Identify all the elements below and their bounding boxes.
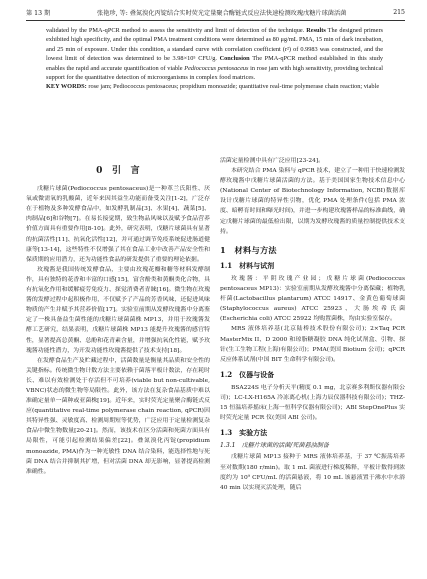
running-title: 张艳珍, 等: 叠氮溴化丙锭结合实时荧光定量聚合酶链式反应法快速检测玫瑰戊糖片球菌活菌 (97, 9, 347, 17)
paragraph: 本研究结合 PMA 染料与 qPCR 技术，建立了一种用于快速检测发酵玫瑰酱中戊糖片球菌活菌的方法。基于美国国家生物技术信息中心(National Center of Biotechnology Information, NCBI)数据库设计戊糖片球菌的特异性引物，优化 PMA 处理条件(包括 PMA 浓度、暗孵育时间和曝光时间)，并进一步构建玫瑰酱样品的标准曲线，确定戊糖片球菌的最低检出限，以期为发酵玫瑰酱的质量控制提供技术支持。 (220, 168, 405, 235)
section-heading-materials-methods: 1 材料与方法 (220, 244, 277, 255)
page-number: 215 (393, 8, 405, 16)
keywords: rose jam; Pediococcus pentosaceus; propidium monoazide; quantitative real-time polymerase chain reaction; viable (88, 83, 380, 91)
english-abstract (46, 26, 383, 92)
paragraph: 玫瑰酱：平阴玫瑰产业园；戊糖片球菌(Pediococcus pentosaceus MP13)：实验室前期从发酵玫瑰酱中分离保藏；植物乳杆菌(Lactobacillus plantarum) ATCC 14917、金黄色葡萄球菌(Staphylococcus aureus) ATCC 25923、大肠埃希氏菌(Escherichia coli) ATCC 25922 均购置菌株，均由实验室保存。 (220, 275, 405, 323)
paragraph: MRS 液体培养基(北京陆桥技术股份有限公司)；2×Taq PCR MasterMix II、D 2000 和琼脂糖凝胶 DNA 纯化试剂盒、引物、探针(生工生物工程(上海)有限公司)；PMA(美国 Biotium 公司)；qPCR 反应体系试剂(中国 BIT 生命科学有限公司)。 (220, 326, 405, 363)
subsubsection-heading: 1.3.1 戊糖片球菌的活菌/死菌悬浊制备 (220, 442, 329, 450)
paragraph: 玫瑰酱是我国传统发酵食品，主要由玫瑰花瓣和糖等材料发酵制作，具有独特的花香和丰富的口感[15]，富含酚类和黄酮类化合物，具有抗氧化作用和缓解疲劳免疫力、探觉消费者青睐[16]。微生物在玫瑰酱的发酵过程中起积极作用，不仅赋予了产品的芳香风味，还促进风味物质的产生并赋予其营养价值[17]。实验室前期从发酵玫瑰酱中分离鉴定了一株具备益生菌性能的戊糖片球菌菌株 MP13，并用于玫瑰酱发酵工艺研究，结果表明，戊糖片球菌株 MP13 能提升玫瑰酱的感官特性，显著提高总黄酮、总酚和花青素含量，并增强抗氧化性能，赋予玫瑰酱功能性潜力，为开发功能性玫瑰酱提供了技术支持[18]。 (26, 266, 210, 354)
paragraph: 活菌定量检测中具有广泛应用[23-24]。 (220, 158, 325, 164)
keywords-label: KEY WORDS: (46, 83, 87, 91)
paragraph: BSA224S 电子分析天平(精度 0.1 mg，北京赛多利斯仪器有限公司)；LC-LX-H165A 冷冻离心机(上海力辰仪器科技有限公司)；THZ-15 恒温培养摇床(上海一恒科学仪器有限公司)；ABI StepOnePlus 实时荧光定量 PCR 仪(美国 ABI 公司)。 (220, 384, 405, 422)
abstract-conclusion: The PMA-qPCR method established in this study enables the rapid and accurate quantification of viable (46, 55, 383, 72)
section-heading-introduction: 0 引 言 (96, 166, 140, 176)
conclusion-label: Conclusion (219, 55, 250, 63)
abstract-text (46, 26, 383, 82)
left-column (26, 156, 210, 477)
header-rule (26, 20, 405, 21)
species-name: Pediococcus pentosaceus (184, 64, 249, 72)
results-label: Results (306, 27, 326, 34)
subsection-heading-materials: 1.1 材料与试剂 (220, 260, 275, 270)
abstract-results: The designed primers exhibited high specificity, and the optimal PMA treatment conditions were determined as 80 μg/mL PMA, 15 min of dark incubation, and 25 min of exposure. Under this condition, a standard curve with correlation coefficient (r²) of 0.9983 was constructed, and the lowest limit of detection was determined to be 3.98×10⁵ CFU/g. (46, 27, 383, 63)
subsection-heading-instruments: 1.2 仪器与设备 (220, 369, 275, 379)
paragraph: 在发酵食品生产及贮藏过程中，活菌数量是衡量其品质和安全性的关键指标。传统微生物计数方法主要依赖于菌落平板计数法，存在耗时长、难以有效检测处于存活但不可培养(viable but non-cultivable, VBNC)状态的微生物等局限性。此外，该方法在复杂食品基质中难以准确定量单一菌种或亚菌株[19]。近年来，实时荧光定量聚合酶链式反应(quantitative real-time polymerase chain reaction, qPCR)因其特异性强、灵敏度高、检测周期短等优势，广泛应用于定量检测复杂食品中微生物数量[20-21]。然而，该技术在区分活菌和死菌方面具有局限性，可能引起检测结果偏差[22]。叠氮溴化丙锭(propidium monoazide, PMA)作为一种光敏性 DNA 结合染料，能选择性地与死菌 DNA 结合并抑制其扩增，但对活菌 DNA 却无影响，显著提高检测准确性。 (26, 357, 210, 475)
abstract-conclusion-end: in rose jam with high sensitivity, providing technical support for the quantitative detection of microorganisms in complex food matrices. (46, 64, 384, 82)
paragraph: 戊糖片球菌(Pediococcus pentosaceus)是一种革兰氏阳性、厌氧或微需氧的乳酸菌，近年来因其益生功能而备受关注[1-2]，广泛存在于植物及多种发酵食品中，如发酵乳制品[3]、水果[4]、蔬菜[5]、肉制品[6]和谷物[7]。在易长接觉期，致生物品风味以及赋予食品营养价值方面具有重要作用[8-10]。此外，研究表明，戊糖片球菌具有显著的抗菌活性[11]、抗氧化活性[12]，并可通过调节免疫系统促进肠道健康等[13-14]，这些特性不仅增强了其在食品工业中改善产品安全性和保质期的应用潜力，还为功能性食品的研发提供了重要的理论依据。 (26, 186, 210, 263)
keywords-line (46, 82, 383, 91)
paragraph: 戊糖片球菌 MP13 接种于 MRS 液体培养基，于 37 ℃振荡培养至对数期(180 r/min)。取 1 mL 菌液进行梯度稀释，平板计数得到浓度约为 10⁹ CFU/mL 的活菌悬液，将 10 mL 该悬液置于沸水中水浴 40 min 以实现灭活处理，随后 (220, 454, 405, 491)
abstract-methods-tail: validated by the PMA-qPCR method to assess the sensitivity and limit of detection of the technique. (46, 27, 305, 34)
right-column (220, 156, 405, 493)
issue-number: 第 13 期 (26, 9, 51, 17)
subsection-heading-methods: 1.3 实验方法 (220, 428, 268, 438)
running-header (26, 6, 405, 18)
